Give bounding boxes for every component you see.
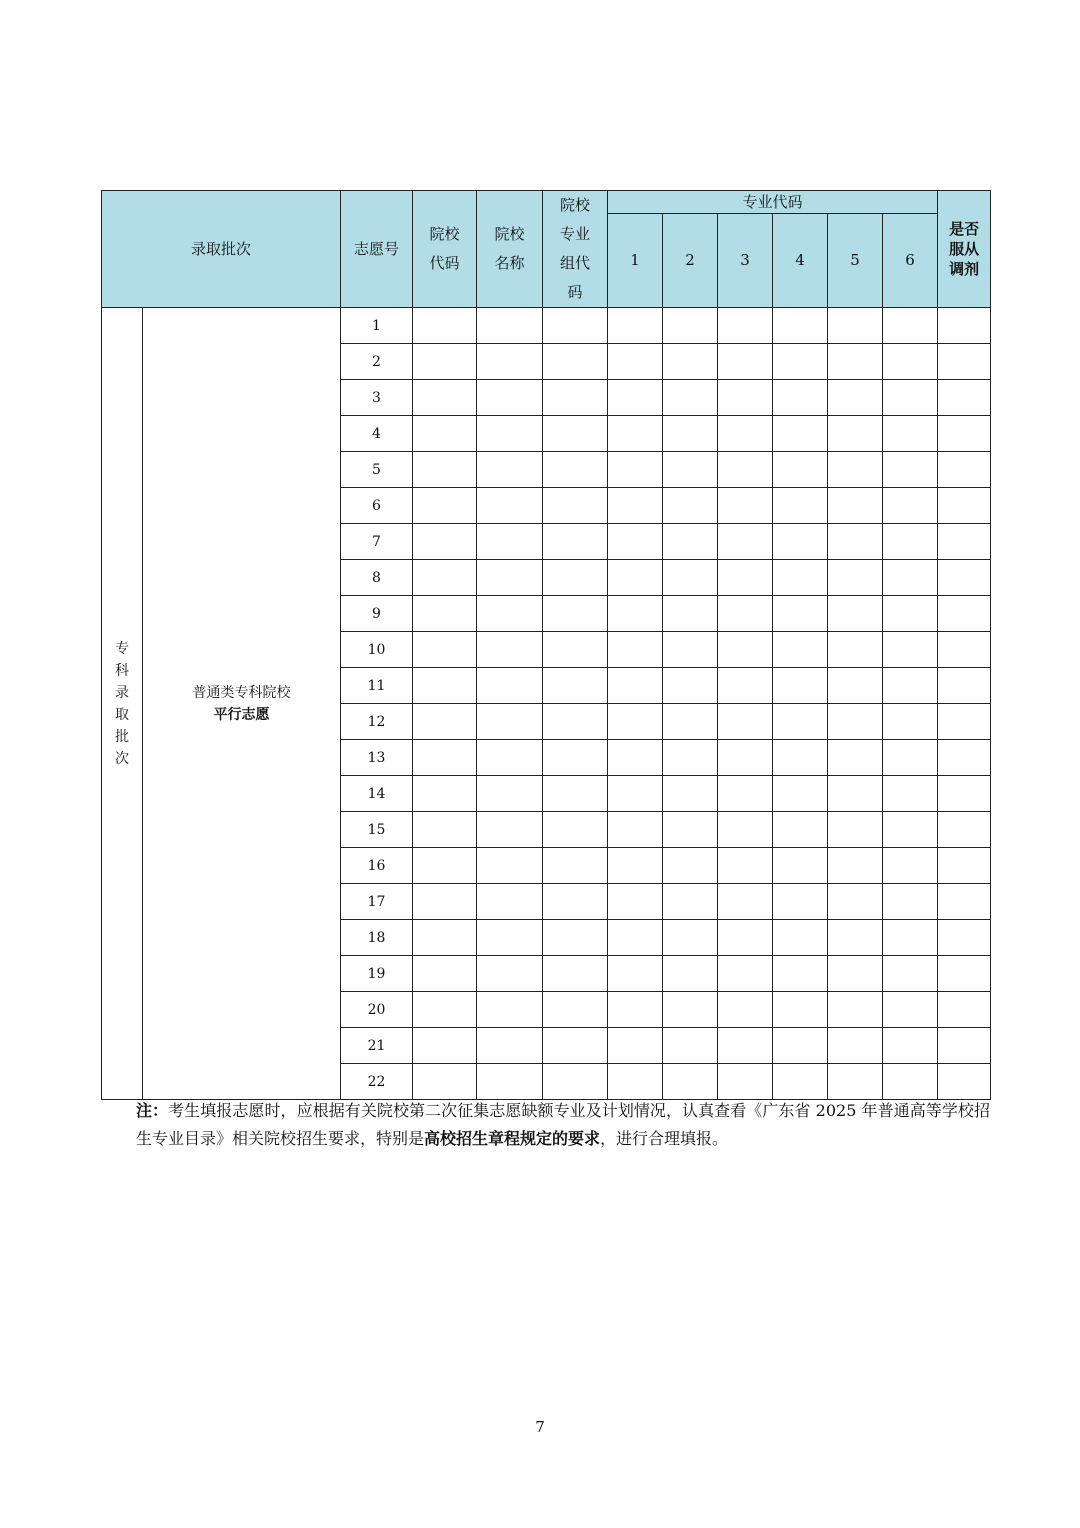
- cell-group-code[interactable]: [543, 1064, 608, 1100]
- cell-major-4[interactable]: [773, 812, 828, 848]
- cell-adjust[interactable]: [938, 596, 991, 632]
- cell-group-code[interactable]: [543, 632, 608, 668]
- cell-major-3[interactable]: [718, 740, 773, 776]
- header-group-code: [543, 191, 608, 308]
- cell-adjust[interactable]: [938, 452, 991, 488]
- cell-major-6[interactable]: [883, 1028, 938, 1064]
- header-school-code-line2: 代码: [429, 254, 460, 272]
- header-major-col-6: 6: [883, 214, 938, 308]
- cell-major-2[interactable]: [663, 956, 718, 992]
- cell-school-code[interactable]: [413, 740, 477, 776]
- cell-major-2[interactable]: [663, 884, 718, 920]
- cell-school-name[interactable]: [477, 416, 543, 452]
- cell-major-1[interactable]: [608, 380, 663, 416]
- volunteer-form-table: [101, 190, 991, 1100]
- cell-adjust[interactable]: [938, 956, 991, 992]
- wish-number: 7: [341, 524, 413, 560]
- cell-group-code[interactable]: [543, 524, 608, 560]
- cell-major-3[interactable]: [718, 380, 773, 416]
- cell-school-name[interactable]: [477, 344, 543, 380]
- cell-major-4[interactable]: [773, 668, 828, 704]
- cell-major-6[interactable]: [883, 992, 938, 1028]
- cell-group-code[interactable]: [543, 596, 608, 632]
- cell-major-2[interactable]: [663, 416, 718, 452]
- cell-major-6[interactable]: [883, 668, 938, 704]
- cell-major-5[interactable]: [828, 812, 883, 848]
- cell-major-2[interactable]: [663, 740, 718, 776]
- cell-school-name[interactable]: [477, 596, 543, 632]
- cell-major-1[interactable]: [608, 1064, 663, 1100]
- cell-major-6[interactable]: [883, 380, 938, 416]
- cell-major-5[interactable]: [828, 560, 883, 596]
- cell-group-code[interactable]: [543, 776, 608, 812]
- cell-school-code[interactable]: [413, 992, 477, 1028]
- batch-vertical-char: 批: [115, 728, 129, 745]
- cell-school-name[interactable]: [477, 380, 543, 416]
- cell-group-code[interactable]: [543, 452, 608, 488]
- wish-number: 2: [341, 344, 413, 380]
- cell-major-4[interactable]: [773, 380, 828, 416]
- cell-school-code[interactable]: [413, 704, 477, 740]
- cell-school-code[interactable]: [413, 1064, 477, 1100]
- cell-major-2[interactable]: [663, 704, 718, 740]
- cell-adjust[interactable]: [938, 344, 991, 380]
- cell-major-3[interactable]: [718, 704, 773, 740]
- batch-type-cell: [143, 308, 341, 1100]
- cell-school-name[interactable]: [477, 992, 543, 1028]
- wish-number: 11: [341, 668, 413, 704]
- cell-major-2[interactable]: [663, 452, 718, 488]
- wish-number: 18: [341, 920, 413, 956]
- cell-adjust[interactable]: [938, 992, 991, 1028]
- cell-major-3[interactable]: [718, 596, 773, 632]
- wish-number: 13: [341, 740, 413, 776]
- header-school-code-line1: 院校: [429, 225, 460, 243]
- cell-school-name[interactable]: [477, 920, 543, 956]
- cell-major-3[interactable]: [718, 524, 773, 560]
- header-school-name: [477, 191, 543, 308]
- note-label: 注：: [136, 1101, 169, 1120]
- cell-school-code[interactable]: [413, 632, 477, 668]
- cell-major-1[interactable]: [608, 848, 663, 884]
- cell-major-4[interactable]: [773, 848, 828, 884]
- cell-school-name[interactable]: [477, 776, 543, 812]
- cell-major-3[interactable]: [718, 884, 773, 920]
- note-bold-text: 高校招生章程规定的要求: [424, 1129, 601, 1148]
- header-school-code: [413, 191, 477, 308]
- cell-school-code[interactable]: [413, 308, 477, 344]
- cell-major-1[interactable]: [608, 488, 663, 524]
- cell-major-2[interactable]: [663, 308, 718, 344]
- cell-major-2[interactable]: [663, 344, 718, 380]
- cell-school-code[interactable]: [413, 416, 477, 452]
- cell-major-5[interactable]: [828, 956, 883, 992]
- cell-adjust[interactable]: [938, 848, 991, 884]
- cell-major-3[interactable]: [718, 812, 773, 848]
- cell-major-6[interactable]: [883, 596, 938, 632]
- cell-major-3[interactable]: [718, 560, 773, 596]
- header-adjust-line3: 调剂: [949, 260, 980, 278]
- cell-group-code[interactable]: [543, 668, 608, 704]
- cell-school-name[interactable]: [477, 488, 543, 524]
- cell-school-name[interactable]: [477, 308, 543, 344]
- cell-group-code[interactable]: [543, 812, 608, 848]
- wish-number: 8: [341, 560, 413, 596]
- header-adjust-line1: 是否: [949, 220, 980, 238]
- cell-major-2[interactable]: [663, 1064, 718, 1100]
- cell-major-1[interactable]: [608, 668, 663, 704]
- cell-major-1[interactable]: [608, 992, 663, 1028]
- cell-major-1[interactable]: [608, 308, 663, 344]
- cell-group-code[interactable]: [543, 956, 608, 992]
- batch-vertical-cell: [102, 308, 143, 1100]
- cell-major-5[interactable]: [828, 416, 883, 452]
- cell-major-6[interactable]: [883, 524, 938, 560]
- cell-major-5[interactable]: [828, 308, 883, 344]
- cell-group-code[interactable]: [543, 992, 608, 1028]
- header-major-col-5: 5: [828, 214, 883, 308]
- cell-school-name[interactable]: [477, 1064, 543, 1100]
- header-major-col-4: 4: [773, 214, 828, 308]
- cell-school-code[interactable]: [413, 776, 477, 812]
- wish-number: 1: [341, 308, 413, 344]
- cell-group-code[interactable]: [543, 380, 608, 416]
- cell-adjust[interactable]: [938, 812, 991, 848]
- cell-major-6[interactable]: [883, 452, 938, 488]
- cell-major-6[interactable]: [883, 560, 938, 596]
- cell-major-6[interactable]: [883, 956, 938, 992]
- cell-school-name[interactable]: [477, 632, 543, 668]
- cell-school-code[interactable]: [413, 344, 477, 380]
- cell-major-6[interactable]: [883, 884, 938, 920]
- header-wish-no: 志愿号: [341, 191, 413, 308]
- cell-major-2[interactable]: [663, 632, 718, 668]
- cell-major-3[interactable]: [718, 776, 773, 812]
- batch-vertical-char: 专: [115, 640, 129, 657]
- cell-major-2[interactable]: [663, 848, 718, 884]
- cell-school-name[interactable]: [477, 956, 543, 992]
- cell-major-1[interactable]: [608, 920, 663, 956]
- cell-major-3[interactable]: [718, 992, 773, 1028]
- cell-school-name[interactable]: [477, 884, 543, 920]
- wish-number: 9: [341, 596, 413, 632]
- cell-major-1[interactable]: [608, 776, 663, 812]
- cell-major-2[interactable]: [663, 488, 718, 524]
- header-major-codes: 专业代码: [608, 191, 938, 214]
- cell-major-4[interactable]: [773, 452, 828, 488]
- cell-major-6[interactable]: [883, 344, 938, 380]
- cell-school-code[interactable]: [413, 452, 477, 488]
- cell-major-4[interactable]: [773, 1028, 828, 1064]
- cell-school-name[interactable]: [477, 812, 543, 848]
- cell-school-name[interactable]: [477, 704, 543, 740]
- cell-major-5[interactable]: [828, 524, 883, 560]
- cell-major-6[interactable]: [883, 812, 938, 848]
- cell-major-4[interactable]: [773, 524, 828, 560]
- cell-major-4[interactable]: [773, 488, 828, 524]
- cell-group-code[interactable]: [543, 488, 608, 524]
- cell-major-1[interactable]: [608, 956, 663, 992]
- cell-major-2[interactable]: [663, 920, 718, 956]
- cell-major-3[interactable]: [718, 452, 773, 488]
- cell-major-2[interactable]: [663, 524, 718, 560]
- cell-adjust[interactable]: [938, 920, 991, 956]
- cell-major-2[interactable]: [663, 596, 718, 632]
- wish-number: 14: [341, 776, 413, 812]
- cell-major-4[interactable]: [773, 1064, 828, 1100]
- cell-major-5[interactable]: [828, 668, 883, 704]
- header-batch: 录取批次: [102, 191, 341, 308]
- cell-major-3[interactable]: [718, 1028, 773, 1064]
- wish-number: 16: [341, 848, 413, 884]
- wish-number: 21: [341, 1028, 413, 1064]
- cell-major-6[interactable]: [883, 1064, 938, 1100]
- cell-major-2[interactable]: [663, 992, 718, 1028]
- header-major-col-3: 3: [718, 214, 773, 308]
- cell-major-1[interactable]: [608, 884, 663, 920]
- cell-major-3[interactable]: [718, 668, 773, 704]
- cell-major-2[interactable]: [663, 776, 718, 812]
- cell-major-3[interactable]: [718, 344, 773, 380]
- cell-school-code[interactable]: [413, 488, 477, 524]
- cell-major-4[interactable]: [773, 416, 828, 452]
- header-group-code-line2: 专业: [560, 225, 591, 243]
- cell-major-3[interactable]: [718, 848, 773, 884]
- header-group-code-line4: 码: [567, 283, 583, 301]
- cell-major-3[interactable]: [718, 632, 773, 668]
- header-group-code-line1: 院校: [560, 196, 591, 214]
- note: [101, 1097, 990, 1153]
- cell-major-2[interactable]: [663, 1028, 718, 1064]
- batch-vertical-char: 录: [115, 684, 129, 701]
- cell-major-6[interactable]: [883, 740, 938, 776]
- wish-number: 22: [341, 1064, 413, 1100]
- batch-vertical-char: 次: [115, 750, 129, 767]
- cell-adjust[interactable]: [938, 524, 991, 560]
- cell-major-6[interactable]: [883, 848, 938, 884]
- cell-school-name[interactable]: [477, 848, 543, 884]
- cell-major-6[interactable]: [883, 308, 938, 344]
- cell-adjust[interactable]: [938, 560, 991, 596]
- cell-school-code[interactable]: [413, 596, 477, 632]
- cell-major-4[interactable]: [773, 344, 828, 380]
- wish-number: 3: [341, 380, 413, 416]
- cell-school-code[interactable]: [413, 524, 477, 560]
- cell-major-5[interactable]: [828, 776, 883, 812]
- cell-major-5[interactable]: [828, 1064, 883, 1100]
- cell-major-1[interactable]: [608, 344, 663, 380]
- cell-school-code[interactable]: [413, 920, 477, 956]
- cell-major-6[interactable]: [883, 776, 938, 812]
- wish-number: 6: [341, 488, 413, 524]
- cell-school-code[interactable]: [413, 1028, 477, 1064]
- cell-major-4[interactable]: [773, 884, 828, 920]
- wish-number: 10: [341, 632, 413, 668]
- cell-school-code[interactable]: [413, 560, 477, 596]
- cell-group-code[interactable]: [543, 416, 608, 452]
- cell-adjust[interactable]: [938, 416, 991, 452]
- cell-group-code[interactable]: [543, 704, 608, 740]
- cell-major-5[interactable]: [828, 488, 883, 524]
- cell-major-4[interactable]: [773, 740, 828, 776]
- cell-adjust[interactable]: [938, 704, 991, 740]
- batch-type-line1: 普通类专科院校: [192, 684, 291, 701]
- cell-school-name[interactable]: [477, 452, 543, 488]
- cell-major-4[interactable]: [773, 308, 828, 344]
- cell-major-4[interactable]: [773, 596, 828, 632]
- cell-school-name[interactable]: [477, 1028, 543, 1064]
- cell-group-code[interactable]: [543, 344, 608, 380]
- cell-adjust[interactable]: [938, 668, 991, 704]
- cell-adjust[interactable]: [938, 308, 991, 344]
- cell-major-1[interactable]: [608, 740, 663, 776]
- cell-major-5[interactable]: [828, 920, 883, 956]
- cell-major-5[interactable]: [828, 344, 883, 380]
- cell-school-name[interactable]: [477, 668, 543, 704]
- cell-major-2[interactable]: [663, 668, 718, 704]
- cell-school-code[interactable]: [413, 812, 477, 848]
- cell-major-1[interactable]: [608, 632, 663, 668]
- batch-vertical-text: [102, 638, 142, 770]
- header-adjust: [938, 191, 991, 308]
- cell-major-5[interactable]: [828, 848, 883, 884]
- cell-major-4[interactable]: [773, 560, 828, 596]
- cell-major-5[interactable]: [828, 596, 883, 632]
- cell-major-2[interactable]: [663, 812, 718, 848]
- cell-school-code[interactable]: [413, 668, 477, 704]
- cell-major-2[interactable]: [663, 380, 718, 416]
- cell-adjust[interactable]: [938, 632, 991, 668]
- cell-major-4[interactable]: [773, 956, 828, 992]
- form-body: [102, 308, 991, 1100]
- note-paragraph: [101, 1097, 990, 1153]
- batch-type-line2-wrap: [143, 704, 340, 726]
- cell-major-1[interactable]: [608, 524, 663, 560]
- cell-major-5[interactable]: [828, 704, 883, 740]
- cell-school-name[interactable]: [477, 524, 543, 560]
- cell-major-5[interactable]: [828, 380, 883, 416]
- wish-number: 12: [341, 704, 413, 740]
- cell-major-1[interactable]: [608, 452, 663, 488]
- cell-group-code[interactable]: [543, 884, 608, 920]
- cell-major-4[interactable]: [773, 632, 828, 668]
- cell-group-code[interactable]: [543, 740, 608, 776]
- cell-major-1[interactable]: [608, 596, 663, 632]
- cell-adjust[interactable]: [938, 740, 991, 776]
- cell-school-code[interactable]: [413, 848, 477, 884]
- header-major-col-1: 1: [608, 214, 663, 308]
- cell-school-code[interactable]: [413, 380, 477, 416]
- cell-group-code[interactable]: [543, 1028, 608, 1064]
- batch-vertical-char: 取: [115, 706, 129, 723]
- batch-type-line2: 平行志愿: [213, 706, 270, 723]
- cell-adjust[interactable]: [938, 884, 991, 920]
- wish-number: 17: [341, 884, 413, 920]
- note-text1: 考生填报志愿时，应根据有关院校第二次征集志愿缺额专业及计划情况，认真查看《广东省 2025 年普通高等学校招生专业目录》相关院校招生要求，特别是: [136, 1101, 990, 1148]
- header-group-code-line3: 组代: [560, 254, 591, 272]
- cell-major-1[interactable]: [608, 704, 663, 740]
- cell-major-5[interactable]: [828, 740, 883, 776]
- wish-number: 15: [341, 812, 413, 848]
- header-major-col-2: 2: [663, 214, 718, 308]
- header-adjust-line2: 服从: [949, 240, 980, 258]
- cell-major-3[interactable]: [718, 1064, 773, 1100]
- cell-major-1[interactable]: [608, 812, 663, 848]
- cell-major-5[interactable]: [828, 992, 883, 1028]
- cell-major-3[interactable]: [718, 956, 773, 992]
- cell-major-6[interactable]: [883, 704, 938, 740]
- cell-school-name[interactable]: [477, 740, 543, 776]
- cell-adjust[interactable]: [938, 1064, 991, 1100]
- cell-school-code[interactable]: [413, 956, 477, 992]
- cell-school-code[interactable]: [413, 884, 477, 920]
- wish-number: 19: [341, 956, 413, 992]
- note-text2: ，进行合理填报。: [600, 1129, 729, 1148]
- cell-adjust[interactable]: [938, 488, 991, 524]
- wish-number: 4: [341, 416, 413, 452]
- cell-major-4[interactable]: [773, 920, 828, 956]
- cell-group-code[interactable]: [543, 848, 608, 884]
- cell-group-code[interactable]: [543, 920, 608, 956]
- cell-school-name[interactable]: [477, 560, 543, 596]
- cell-major-6[interactable]: [883, 920, 938, 956]
- cell-adjust[interactable]: [938, 380, 991, 416]
- cell-major-5[interactable]: [828, 452, 883, 488]
- cell-major-4[interactable]: [773, 704, 828, 740]
- table-row: [102, 308, 991, 344]
- cell-major-1[interactable]: [608, 1028, 663, 1064]
- cell-major-6[interactable]: [883, 488, 938, 524]
- cell-major-6[interactable]: [883, 416, 938, 452]
- batch-vertical-char: 科: [115, 662, 129, 679]
- wish-number: 20: [341, 992, 413, 1028]
- cell-major-3[interactable]: [718, 308, 773, 344]
- header-school-name-line2: 名称: [494, 254, 525, 272]
- cell-major-4[interactable]: [773, 776, 828, 812]
- cell-major-4[interactable]: [773, 992, 828, 1028]
- cell-major-1[interactable]: [608, 416, 663, 452]
- cell-major-1[interactable]: [608, 560, 663, 596]
- header-school-name-line1: 院校: [494, 225, 525, 243]
- cell-group-code[interactable]: [543, 308, 608, 344]
- cell-major-3[interactable]: [718, 488, 773, 524]
- cell-adjust[interactable]: [938, 776, 991, 812]
- cell-adjust[interactable]: [938, 1028, 991, 1064]
- cell-group-code[interactable]: [543, 560, 608, 596]
- page-number: 7: [535, 1418, 545, 1436]
- cell-major-3[interactable]: [718, 920, 773, 956]
- wish-number: 5: [341, 452, 413, 488]
- cell-major-6[interactable]: [883, 632, 938, 668]
- cell-major-3[interactable]: [718, 416, 773, 452]
- cell-major-5[interactable]: [828, 1028, 883, 1064]
- cell-major-5[interactable]: [828, 884, 883, 920]
- cell-major-2[interactable]: [663, 560, 718, 596]
- cell-major-5[interactable]: [828, 632, 883, 668]
